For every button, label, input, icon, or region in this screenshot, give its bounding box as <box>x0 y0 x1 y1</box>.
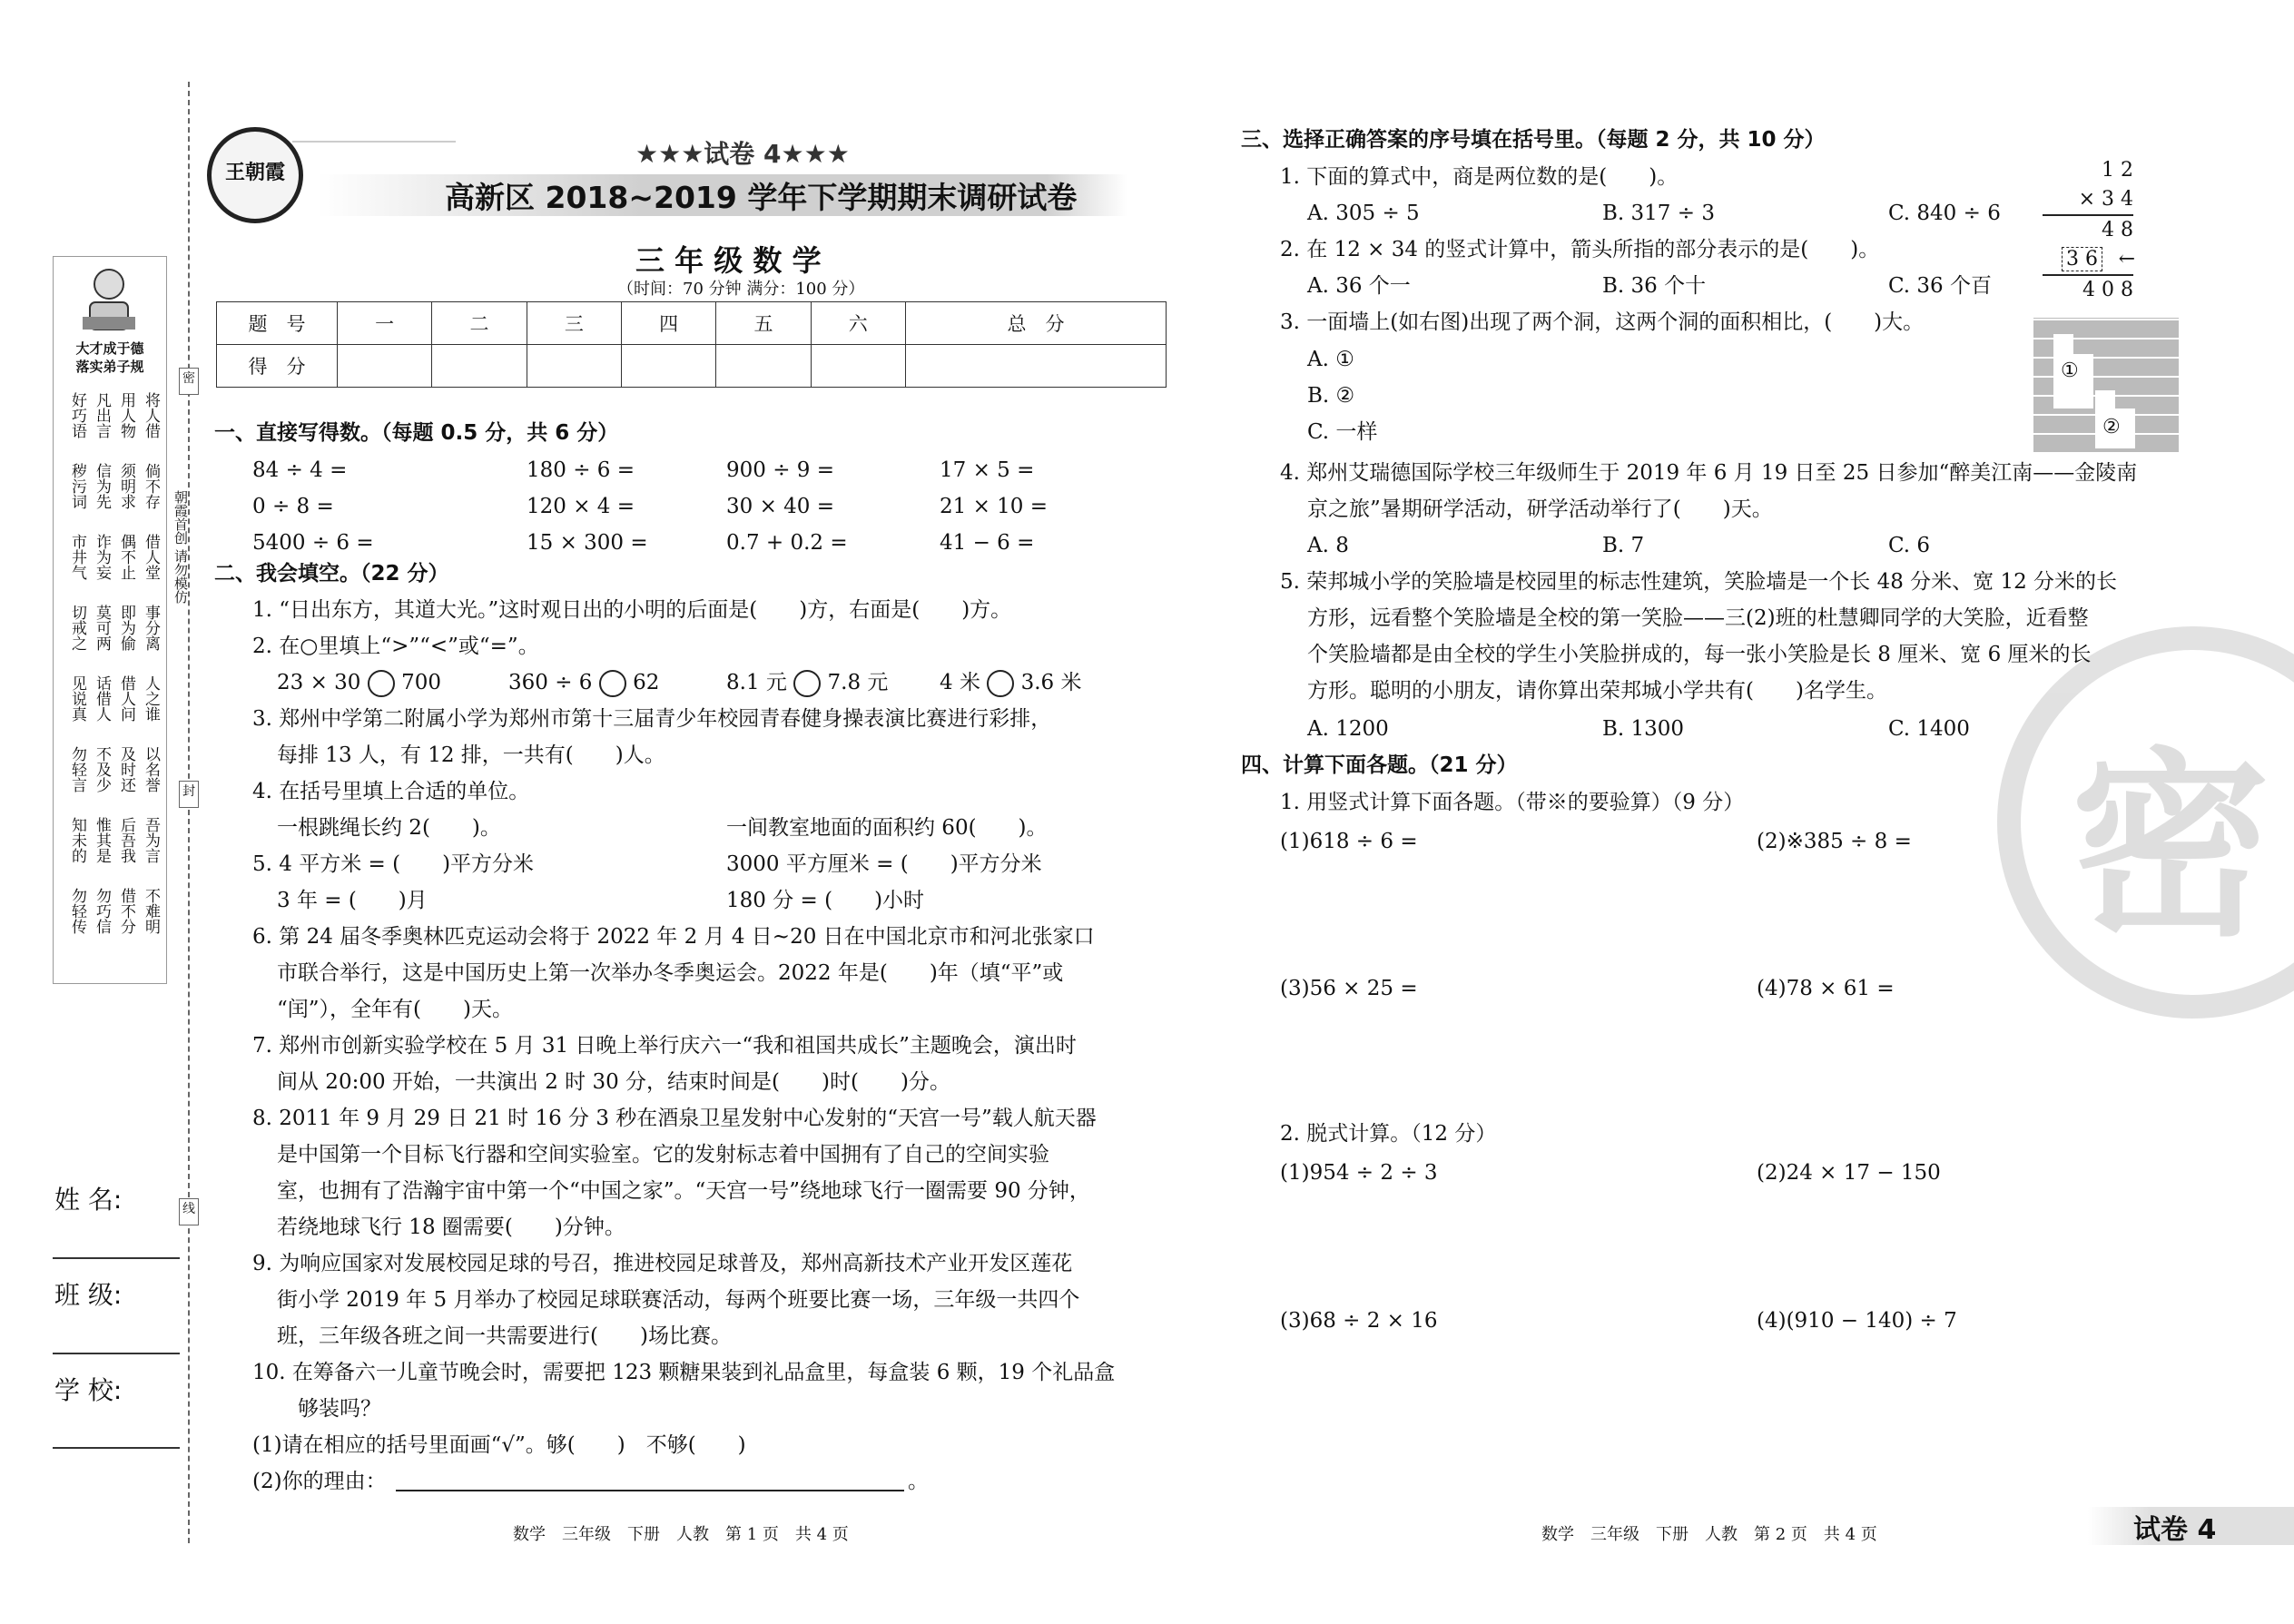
motto-phrase: 惟其是 <box>93 817 111 863</box>
p2-q6c: “闰”），全年有( )天。 <box>277 998 513 1021</box>
score-cell[interactable] <box>716 345 811 388</box>
p3-q4-c: C. 6 <box>1888 534 1931 557</box>
p2-q8: 8. 2011 年 9 月 29 日 21 时 16 分 3 秒在酒泉卫星发射中心发射的“天宫一号”载人航天器 <box>252 1107 1097 1130</box>
oral-calc-item: 180 ÷ 6 = <box>527 458 635 482</box>
motto-phrase: 市井气 <box>68 534 86 580</box>
wall-hole-2b <box>2095 390 2115 412</box>
motto-phrase: 及时还 <box>117 746 135 792</box>
score-header: 一 <box>338 302 432 345</box>
p3-q1-a: A. 305 ÷ 5 <box>1307 202 1420 225</box>
motto-phrase: 勿轻言 <box>68 746 86 792</box>
p3-q2-c: C. 36 个百 <box>1888 274 1992 298</box>
brand-logo <box>207 127 303 223</box>
motto-phrase: 切戒之 <box>68 605 86 651</box>
p2-q6b: 市联合举行，这是中国历史上第一次举办冬季奥运会。2022 年是( )年（填“平”或 <box>277 961 1064 985</box>
vm-row: 4 8 <box>2102 219 2133 241</box>
unit-a: 一根跳绳长约 2( )。 <box>277 816 501 840</box>
score-header: 六 <box>811 302 905 345</box>
motto-phrase: 信为先 <box>93 463 111 509</box>
p4-item: (4)(910 − 140) ÷ 7 <box>1757 1309 1957 1333</box>
binding-dashed-line <box>188 82 190 1543</box>
binding-note: 朝霞首创 请勿模仿 <box>172 490 189 604</box>
motto-phrase: 将人借 <box>142 392 160 438</box>
motto-phrase: 事分离 <box>142 605 160 651</box>
motto-phrase: 人之谁 <box>142 675 160 722</box>
footer-left: 数学 三年级 下册 人教 第 1 页 共 4 页 <box>513 1525 849 1544</box>
p4-item: (3)68 ÷ 2 × 16 <box>1280 1309 1438 1333</box>
p3-q4b: 京之旅”暑期研学活动，研学活动举行了( )天。 <box>1307 497 1773 521</box>
part2-heading: 二、我会填空。（22 分） <box>214 562 449 586</box>
compare-circle[interactable] <box>793 670 821 697</box>
motto-phrase: 吾为言 <box>142 817 160 863</box>
oral-calc-item: 17 × 5 = <box>940 458 1035 482</box>
motto-phrase: 借人堂 <box>142 534 160 580</box>
p4-item: (4)78 × 61 = <box>1757 977 1895 1000</box>
p3-q5: 5. 荣邦城小学的笑脸墙是校园里的标志性建筑，笑脸墙是一个长 48 分米、宽 12 分米的长 <box>1280 570 2118 594</box>
vm-row: 4 0 8 <box>2043 274 2133 305</box>
p4-sub2: 2. 脱式计算。（12 分） <box>1280 1122 1497 1146</box>
header-ribbon <box>292 123 456 143</box>
vm-row: 1 2 <box>2102 159 2133 182</box>
vm-row-boxed: 3 6 ← <box>2043 245 2133 274</box>
motto-phrase: 凡出言 <box>93 392 111 438</box>
part3-heading: 三、选择正确答案的序号填在括号里。（每题 2 分，共 10 分） <box>1241 128 1826 152</box>
p2-q10b: 够装吗？ <box>298 1397 381 1421</box>
footer-right: 数学 三年级 下册 人教 第 2 页 共 4 页 <box>1541 1525 1877 1544</box>
motto-phrase: 好巧语 <box>68 392 86 438</box>
class-field[interactable] <box>53 1353 180 1354</box>
vm-row: × 3 4 <box>2043 185 2133 216</box>
p3-q2-a: A. 36 个一 <box>1307 274 1411 298</box>
p3-q3-b: B. ② <box>1307 384 1355 408</box>
motto-columns <box>62 392 160 973</box>
p2-q6: 6. 第 24 届冬季奥林匹克运动会将于 2022 年 2 月 4 日~20 日在中国北京市和河北张家口 <box>252 925 1095 949</box>
arrow-icon: ← <box>2118 248 2135 271</box>
score-header: 五 <box>716 302 811 345</box>
p3-q5b: 方形，远看整个笑脸墙是全校的第一笑脸——三(2)班的杜慧卿同学的大笑脸，近看整 <box>1307 606 2089 630</box>
motto-phrase: 用人物 <box>117 392 135 438</box>
reason-answer-line[interactable] <box>396 1490 904 1491</box>
hole-label-2: ② <box>2102 416 2121 438</box>
p2-q5c: 3 年 = ( )月 <box>277 889 428 912</box>
name-label: 姓 名: <box>54 1185 123 1215</box>
oral-calc-item: 0.7 + 0.2 = <box>726 531 848 555</box>
p2-q9c: 班，三年级各班之间一共需要进行( )场比赛。 <box>277 1324 732 1348</box>
p2-q9: 9. 为响应国家对发展校园足球的号召，推进校园足球普及，郑州高新技术产业开发区莲花 <box>252 1252 1073 1275</box>
score-table <box>216 301 1167 388</box>
oral-calc-item: 30 × 40 = <box>726 495 835 518</box>
p2-q5d: 180 分 = ( )小时 <box>726 889 925 912</box>
binding-seal-mark: 密 <box>179 368 199 395</box>
brick-wall-figure <box>2033 318 2179 454</box>
p3-q1: 1. 下面的算式中，商是两位数的是( )。 <box>1280 165 1679 189</box>
wall-hole-1b <box>2053 334 2073 361</box>
score-header: 三 <box>527 302 621 345</box>
motto-phrase: 以名誉 <box>142 746 160 792</box>
compare-3: 8.1 元 7.8 元 <box>726 669 888 697</box>
p2-q4: 4. 在括号里填上合适的单位。 <box>252 780 530 803</box>
watermark-stamp <box>1997 626 2294 1019</box>
paper-number: ★★★试卷 4★★★ <box>635 139 850 169</box>
p3-q4-b: B. 7 <box>1602 534 1645 557</box>
compare-4: 4 米 3.6 米 <box>940 669 1081 697</box>
school-field[interactable] <box>53 1447 180 1449</box>
p3-q2-b: B. 36 个十 <box>1602 274 1707 298</box>
oral-calc-item: 900 ÷ 9 = <box>726 458 835 482</box>
score-header: 总 分 <box>905 302 1166 345</box>
time-score: （时间：70 分钟 满分：100 分） <box>617 280 865 299</box>
motto-phrase: 即为偷 <box>117 605 135 651</box>
p3-q3-a: A. ① <box>1307 348 1354 371</box>
p3-q4-a: A. 8 <box>1307 534 1349 557</box>
score-cell[interactable] <box>338 345 432 388</box>
oral-calc-item: 21 × 10 = <box>940 495 1049 518</box>
p2-q8b: 是中国第一个目标飞行器和空间实验室。它的发射标志着中国拥有了自己的空间实验 <box>277 1143 1049 1166</box>
unit-b: 一间教室地面的面积约 60( )。 <box>726 816 1048 840</box>
p3-q1-b: B. 317 ÷ 3 <box>1602 202 1715 225</box>
score-cell[interactable] <box>527 345 621 388</box>
p2-q5b: 3000 平方厘米 = ( )平方分米 <box>726 852 1042 876</box>
p2-q7b: 间从 20:00 开始，一共演出 2 时 30 分，结束时间是( )时( )分。 <box>277 1070 950 1094</box>
p4-item: (3)56 × 25 = <box>1280 977 1418 1000</box>
p4-item: (2)24 × 17 − 150 <box>1757 1161 1941 1185</box>
paper-badge: 试卷 4 <box>2133 1514 2217 1546</box>
p3-q5c: 个笑脸墙都是由全校的学生小笑脸拼成的，每一张小笑脸是长 8 厘米、宽 6 厘米的长 <box>1307 643 2092 666</box>
oral-calc-item: 15 × 300 = <box>527 531 648 555</box>
motto-phrase: 秽污词 <box>68 463 86 509</box>
p3-q2: 2. 在 12 × 34 的竖式计算中，箭头所指的部分表示的是( )。 <box>1280 238 1880 261</box>
score-cell[interactable] <box>432 345 527 388</box>
p3-q5-a: A. 1200 <box>1307 717 1389 741</box>
motto-phrase: 诈为妄 <box>93 534 111 580</box>
p3-q3-c: C. 一样 <box>1307 420 1378 444</box>
p4-item: (1)954 ÷ 2 ÷ 3 <box>1280 1161 1438 1185</box>
score-cell[interactable] <box>621 345 715 388</box>
p2-q3b: 每排 13 人，有 12 排，一共有( )人。 <box>277 743 665 767</box>
reason-end-dot: 。 <box>908 1470 929 1493</box>
motto-phrase: 见说真 <box>68 675 86 722</box>
p2-q1: 1. “日出东方，其道大光。”这时观日出的小明的后面是( )方，右面是( )方。 <box>252 598 1012 622</box>
p3-q5-c: C. 1400 <box>1888 717 1970 741</box>
hole-label-1: ① <box>2061 359 2079 382</box>
part4-heading: 四、计算下面各题。（21 分） <box>1241 753 1518 777</box>
p3-q1-c: C. 840 ÷ 6 <box>1888 202 2001 225</box>
binding-seal-mark: 线 <box>179 1198 199 1225</box>
p2-q9b: 街小学 2019 年 5 月举办了校园足球联赛活动，每两个班要比赛一场，三年级一共四个 <box>277 1288 1080 1312</box>
oral-calc-item: 5400 ÷ 6 = <box>252 531 374 555</box>
p3-q3: 3. 一面墙上(如右图)出现了两个洞，这两个洞的面积相比，( )大。 <box>1280 310 1925 334</box>
part1-heading: 一、直接写得数。（每题 0.5 分，共 6 分） <box>214 421 619 445</box>
oral-calc-item: 0 ÷ 8 = <box>252 495 334 518</box>
compare-circle[interactable] <box>599 670 626 697</box>
motto-phrase: 倘不存 <box>142 463 160 509</box>
p2-q5: 5. 4 平方米 = ( )平方分米 <box>252 852 535 876</box>
p2-q10-2: (2)你的理由： <box>252 1470 387 1493</box>
score-cell[interactable] <box>811 345 905 388</box>
score-cell[interactable] <box>905 345 1166 388</box>
compare-2: 360 ÷ 6 62 <box>508 669 659 697</box>
compare-circle[interactable] <box>368 670 395 697</box>
subject-title: 三 年 级 数 学 <box>635 243 822 278</box>
p2-q7: 7. 郑州市创新实验学校在 5 月 31 日晚上举行庆六一“我和祖国共成长”主题晚会，演出时 <box>252 1034 1077 1058</box>
p4-sub1: 1. 用竖式计算下面各题。（带※的要验算）（9 分） <box>1280 791 1745 814</box>
binding-seal-mark: 封 <box>179 781 199 808</box>
name-field[interactable] <box>53 1257 180 1259</box>
p3-q5d: 方形。聪明的小朋友，请你算出荣邦城小学共有( )名学生。 <box>1307 679 1887 703</box>
motto-phrase: 话借人 <box>93 675 111 722</box>
school-label: 学 校: <box>54 1375 123 1405</box>
p4-item: (2)※385 ÷ 8 = <box>1757 830 1912 853</box>
p3-q5-b: B. 1300 <box>1602 717 1685 741</box>
compare-circle[interactable] <box>987 670 1014 697</box>
p2-q8d: 若绕地球飞行 18 圈需要( )分钟。 <box>277 1216 625 1239</box>
oral-calc-item: 84 ÷ 4 = <box>252 458 348 482</box>
score-header: 四 <box>621 302 715 345</box>
p3-q4: 4. 郑州艾瑞德国际学校三年级师生于 2019 年 6 月 19 日至 25 日参加“醉美江南——金陵南 <box>1280 461 2138 485</box>
score-header: 题 号 <box>217 302 338 345</box>
compare-1: 23 × 30 700 <box>277 669 441 697</box>
score-header: 二 <box>432 302 527 345</box>
p2-q3: 3. 郑州中学第二附属小学为郑州市第十三届青少年校园青春健身操表演比赛进行彩排， <box>252 707 1052 731</box>
motto-bottom: 落实弟子规 <box>75 359 144 375</box>
scholar-illustration <box>81 262 137 335</box>
motto-phrase: 知未的 <box>68 817 86 863</box>
motto-phrase: 后吾我 <box>117 817 135 863</box>
motto-phrase: 不难明 <box>142 888 160 934</box>
p2-q8c: 室，也拥有了浩瀚宇宙中第一个“中国之家”。“天宫一号”绕地球飞行一圈需要 90 分钟， <box>277 1179 1090 1203</box>
motto-top: 大才成于德 <box>75 340 144 357</box>
p4-item: (1)618 ÷ 6 = <box>1280 830 1418 853</box>
motto-phrase: 借不分 <box>117 888 135 934</box>
p2-q10-1: (1)请在相应的括号里面画“√”。够( ) 不够( ) <box>252 1433 746 1457</box>
p2-q10: 10. 在筹备六一儿童节晚会时，需要把 123 颗糖果装到礼品盒里，每盒装 6 颗，19 个礼品盒 <box>252 1361 1116 1384</box>
motto-phrase: 勿轻传 <box>68 888 86 934</box>
exam-title: 高新区 2018~2019 学年下学期期末调研试卷 <box>445 180 1078 215</box>
motto-phrase: 莫可两 <box>93 605 111 651</box>
motto-phrase: 不及少 <box>93 746 111 792</box>
logo-text: 王朝霞 <box>224 161 285 184</box>
oral-calc-item: 41 − 6 = <box>940 531 1035 555</box>
p2-q2: 2. 在○里填上“>”“<”或“=”。 <box>252 635 539 658</box>
motto-phrase: 勿巧信 <box>93 888 111 934</box>
motto-phrase: 偶不止 <box>117 534 135 580</box>
motto-phrase: 须明求 <box>117 463 135 509</box>
class-label: 班 级: <box>54 1280 123 1310</box>
vertical-multiplication <box>2043 156 2133 305</box>
motto-phrase: 借人问 <box>117 675 135 722</box>
oral-calc-item: 120 × 4 = <box>527 495 635 518</box>
watermark-char: 密 <box>2070 731 2270 963</box>
score-row-label: 得 分 <box>217 345 338 388</box>
